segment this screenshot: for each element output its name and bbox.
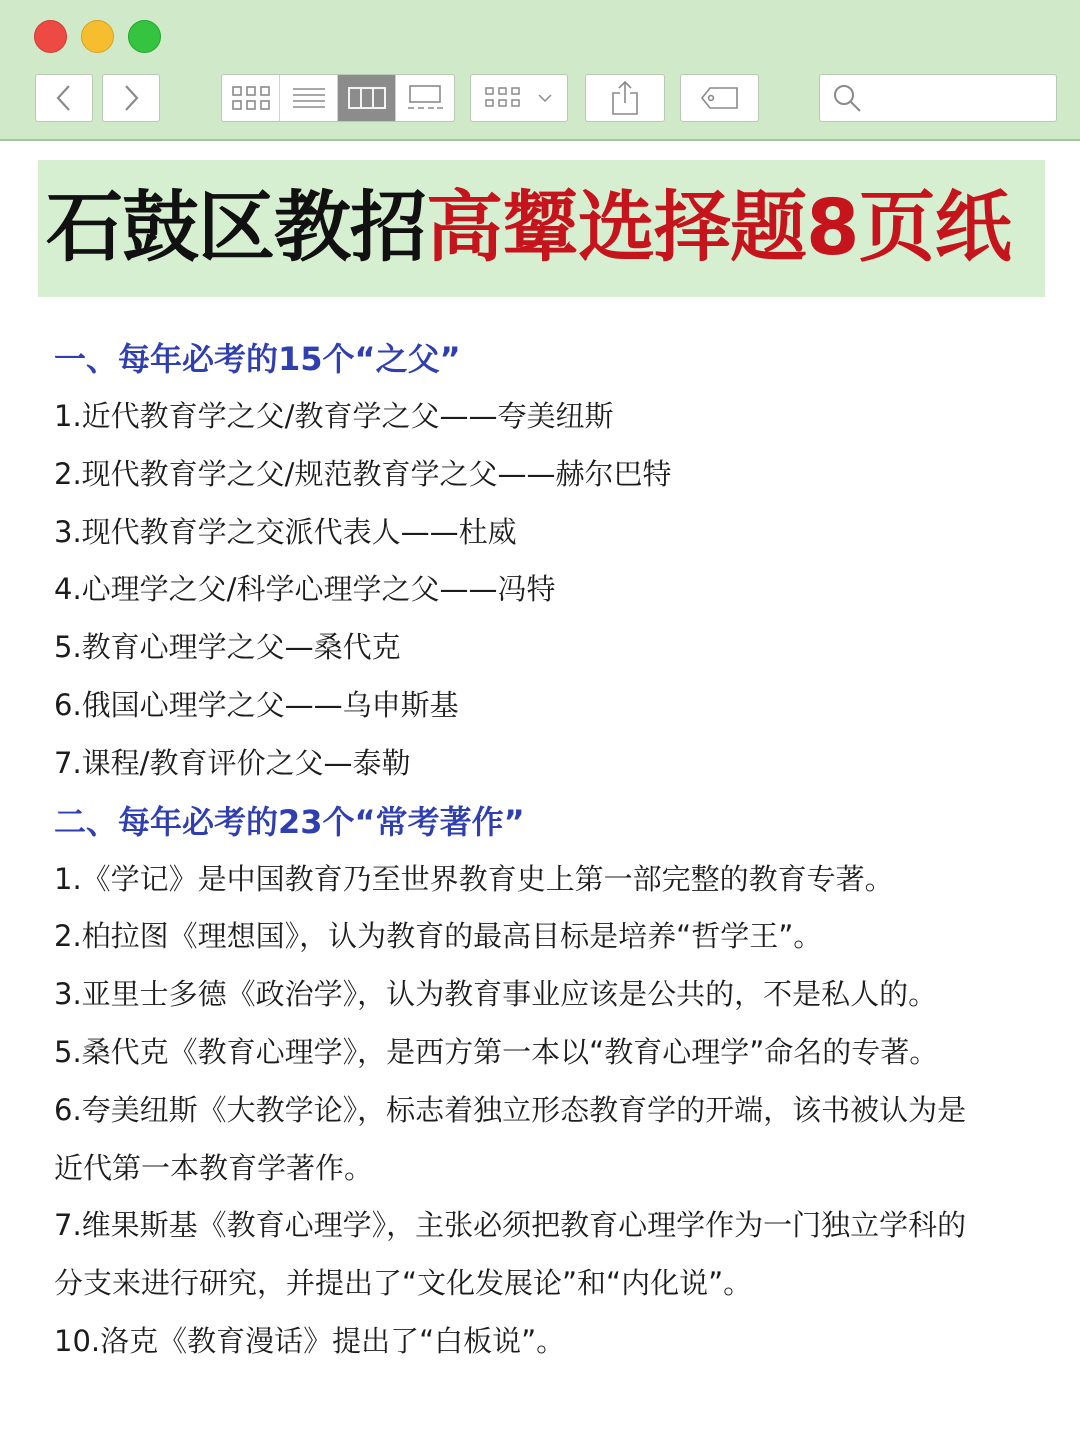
minimize-window-button[interactable] [81, 20, 114, 53]
zoom-window-button[interactable] [128, 20, 161, 53]
search-field[interactable] [819, 74, 1057, 122]
title-banner [38, 160, 1045, 297]
works-list [54, 851, 1044, 1371]
back-button[interactable] [35, 74, 93, 122]
share-icon [610, 80, 640, 116]
list-item: 2.柏拉图《理想国》，认为教育的最高目标是培养“哲学王”。 [54, 919, 823, 954]
group-by-button[interactable] [470, 74, 568, 122]
search-icon [832, 83, 862, 113]
list-view-button[interactable] [280, 75, 338, 121]
icon-grid-icon [231, 85, 271, 111]
list-item: 6.俄国心理学之父——乌申斯基 [54, 687, 459, 722]
gallery-view-button[interactable] [396, 75, 454, 121]
list-item: 3.亚里士多德《政治学》，认为教育事业应该是公共的，不是私人的。 [54, 977, 938, 1012]
section-heading-fathers: 一、每年必考的15个“之父” [54, 340, 461, 378]
list-item: 7.课程/教育评价之父—泰勒 [54, 745, 411, 780]
window-toolbar [0, 0, 1080, 141]
close-window-button[interactable] [34, 20, 67, 53]
list-item: 3.现代教育学之交派代表人——杜威 [54, 514, 517, 549]
list-item: 5.桑代克《教育心理学》，是西方第一本以“教育心理学”命名的专著。 [54, 1034, 939, 1069]
window-controls [34, 20, 161, 53]
list-item: 2.现代教育学之父/规范教育学之父——赫尔巴特 [54, 456, 672, 491]
tag-button[interactable] [680, 74, 759, 122]
icon-view-button[interactable] [222, 75, 280, 121]
article-body [54, 330, 1044, 1371]
group-by-icon [484, 86, 554, 110]
page-title [46, 184, 1011, 273]
section-heading-works: 二、每年必考的23个“常考著作” [54, 802, 525, 841]
list-item: 分支来进行研究，并提出了“文化发展论”和“内化说”。 [54, 1266, 753, 1301]
chevron-left-icon [54, 84, 74, 112]
list-item: 4.心理学之父/科学心理学之父——冯特 [54, 572, 556, 607]
page-title-black-part: 石鼓区教招 [46, 184, 426, 273]
list-item: 10.洛克《教育漫话》提出了“白板说”。 [54, 1323, 566, 1358]
view-mode-segmented-control [221, 74, 455, 122]
column-view-button[interactable] [338, 75, 396, 121]
list-item: 5.教育心理学之父—桑代克 [54, 630, 401, 665]
share-button[interactable] [585, 74, 665, 122]
tag-icon [700, 86, 740, 110]
list-item: 6.夸美纽斯《大教学论》，标志着独立形态教育学的开端，该书被认为是 [54, 1092, 967, 1127]
fathers-list [54, 388, 1044, 793]
list-item: 近代第一本教育学著作。 [54, 1150, 374, 1185]
gallery-icon [406, 85, 444, 111]
list-item: 1.《学记》是中国教育乃至世界教育史上第一部完整的教育专著。 [54, 861, 894, 896]
page-title-red-part: 高颦选择题8页纸 [426, 184, 1011, 273]
forward-button[interactable] [102, 74, 160, 122]
list-item: 7.维果斯基《教育心理学》，主张必须把教育心理学作为一门独立学科的 [54, 1208, 967, 1243]
column-icon [348, 87, 386, 109]
list-item: 1.近代教育学之父/教育学之父——夸美纽斯 [54, 399, 614, 433]
chevron-right-icon [121, 84, 141, 112]
list-icon [292, 86, 326, 110]
